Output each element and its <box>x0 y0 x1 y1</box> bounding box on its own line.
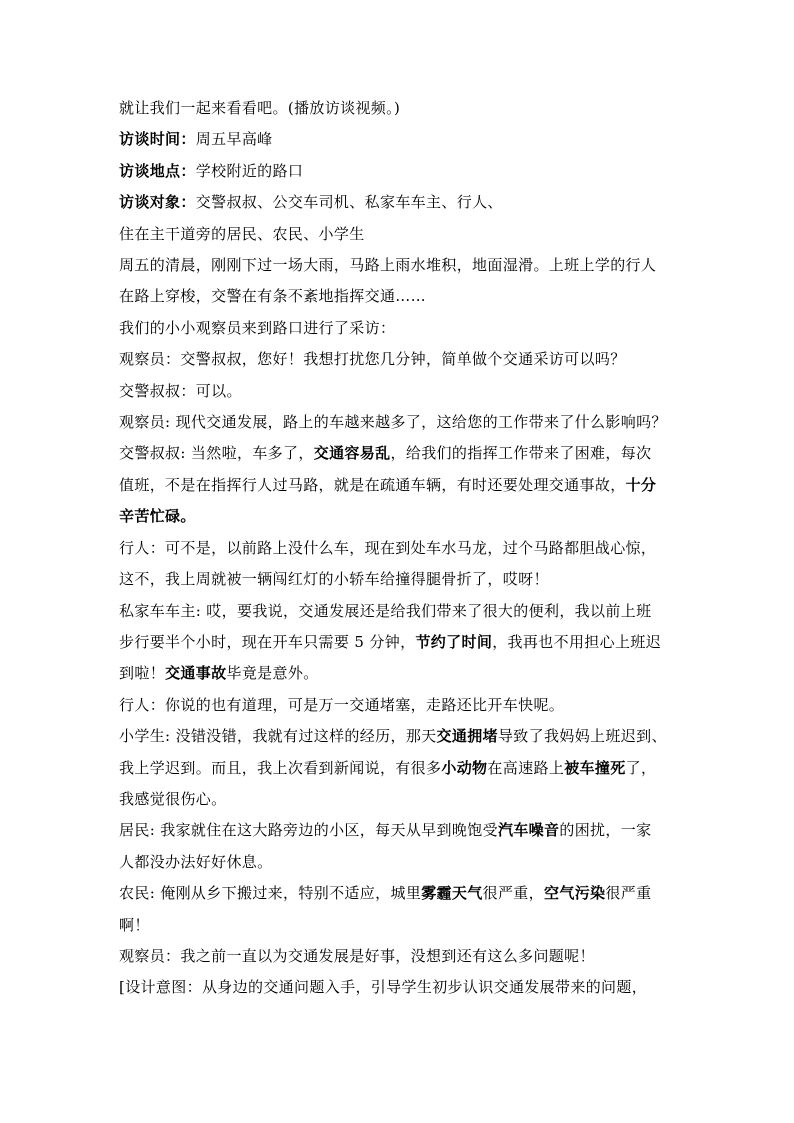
text-run: 我上学迟到。而且，我上次看到新闻说，有很多 <box>119 758 442 777</box>
bold-text: 访谈地点： <box>119 161 196 180</box>
text-line <box>119 658 679 689</box>
text-line <box>119 815 679 846</box>
text-line <box>119 721 679 752</box>
text-run: 私家车车主: 哎，要我说，交通发展还是给我们带来了很大的便利，我以前上班 <box>119 601 652 620</box>
document-body <box>119 93 679 1004</box>
text-line <box>119 250 679 281</box>
text-line <box>119 910 679 941</box>
text-run: 行人：你说的也有道理，可是万一交通堵塞，走路还比开车快呢。 <box>119 695 565 714</box>
text-run: 我们的小小观察员来到路口进行了采访： <box>119 318 396 337</box>
text-line <box>119 533 679 564</box>
text-run: 毕竟是意外。 <box>226 664 319 683</box>
text-run: 交警叔叔: 当然啦，车多了， <box>119 444 314 463</box>
bold-text: 空气污染 <box>544 884 606 903</box>
bold-text: 小动物 <box>441 758 488 777</box>
text-run: 很严重 <box>605 884 652 903</box>
bold-text: 交通容易乱 <box>313 444 391 463</box>
text-run: ，我再也不用担心上班迟 <box>492 632 662 651</box>
text-line <box>119 93 679 124</box>
text-run: 农民: 俺刚从乡下搬过来，特别不适应，城里 <box>119 884 422 903</box>
bold-text: 交通拥堵 <box>436 727 498 746</box>
text-line <box>119 281 679 312</box>
text-line <box>119 376 679 407</box>
text-run: 观察员: 现代交通发展，路上的车越来越多了，这给您的工作带来了什么影响吗？ <box>119 413 667 432</box>
text-run: 了， <box>625 758 657 777</box>
bold-text: 访谈对象： <box>119 193 196 212</box>
text-line <box>119 187 679 218</box>
text-line <box>119 878 679 909</box>
text-run: 在高速路上 <box>487 758 565 777</box>
text-line <box>119 438 679 469</box>
text-line <box>119 564 679 595</box>
text-line <box>119 627 679 658</box>
text-run: 交警叔叔、公交车司机、私家车车主、行人、 <box>195 193 503 212</box>
text-line <box>119 972 679 1003</box>
text-run: 这不，我上周就被一辆闯红灯的小轿车给撞得腿骨折了，哎呀！ <box>119 570 549 589</box>
text-run: 周五早高峰 <box>195 130 273 149</box>
text-run: 值班，不是在指挥行人过马路，就是在疏通车辆，有时还要处理交通事故， <box>119 475 626 494</box>
text-run: 就让我们一起来看看吧。(播放访谈视频。) <box>119 99 401 117</box>
text-line <box>119 501 679 532</box>
text-line <box>119 156 679 187</box>
text-line <box>119 407 679 438</box>
text-run: 啊！ <box>119 915 150 934</box>
bold-text: 被车撞死 <box>564 758 626 777</box>
text-run: 观察员：交警叔叔，您好！我想打扰您几分钟，简单做个交通采访可以吗？ <box>119 350 626 369</box>
text-run: 交警叔叔：可以。 <box>119 381 242 400</box>
text-run: 住在主干道旁的居民、农民、小学生 <box>119 224 365 243</box>
text-line <box>119 596 679 627</box>
bold-text: 访谈时间： <box>119 130 196 149</box>
text-run: 居民: 我家就住在这大路旁边的小区，每天从早到晚饱受 <box>119 821 498 840</box>
text-line <box>119 847 679 878</box>
text-run: 观察员：我之前一直以为交通发展是好事，没想到还有这么多问题呢！ <box>119 946 595 965</box>
bold-text: 汽车噪音 <box>497 821 560 840</box>
text-run: 在路上穿梭，交警在有条不紊地指挥交通…… <box>119 287 427 306</box>
text-line <box>119 470 679 501</box>
text-run: 我感觉很伤心。 <box>119 789 227 808</box>
text-line <box>119 941 679 972</box>
text-line <box>119 690 679 721</box>
text-run: 学校附近的路口 <box>195 161 304 180</box>
text-line <box>119 219 679 250</box>
bold-text: 交通事故 <box>165 664 227 683</box>
text-run: 行人：可不是，以前路上没什么车，现在到处车水马龙，过个马路都胆战心惊， <box>119 538 657 557</box>
bold-text: 十分 <box>625 475 657 494</box>
text-run: 导致了我妈妈上班迟到、 <box>497 727 667 746</box>
text-run: [设计意图：从身边的交通问题入手，引导学生初步认识交通发展带来的问题， <box>119 978 648 997</box>
bold-text: 节约了时间 <box>415 632 493 651</box>
text-run: 人都没办法好好休息。 <box>119 852 273 871</box>
text-line <box>119 784 679 815</box>
text-run: 很严重， <box>482 884 544 903</box>
text-line <box>119 344 679 375</box>
text-line <box>119 124 679 155</box>
text-run: 的困扰，一家 <box>559 821 652 840</box>
text-run: 小学生: 没错没错，我就有过这样的经历，那天 <box>119 727 437 746</box>
text-run: 步行要半个小时，现在开车只需要 5 分钟， <box>119 632 416 651</box>
text-run: ，给我们的指挥工作带来了困难，每次 <box>390 444 652 463</box>
text-line <box>119 753 679 784</box>
text-line <box>119 313 679 344</box>
bold-text: 辛苦忙碌。 <box>119 507 196 526</box>
text-run: 周五的清晨，刚刚下过一场大雨，马路上雨水堆积，地面湿滑。上班上学的行人 <box>119 256 657 275</box>
bold-text: 雾霾天气 <box>421 884 483 903</box>
text-run: 到啦！ <box>119 664 166 683</box>
